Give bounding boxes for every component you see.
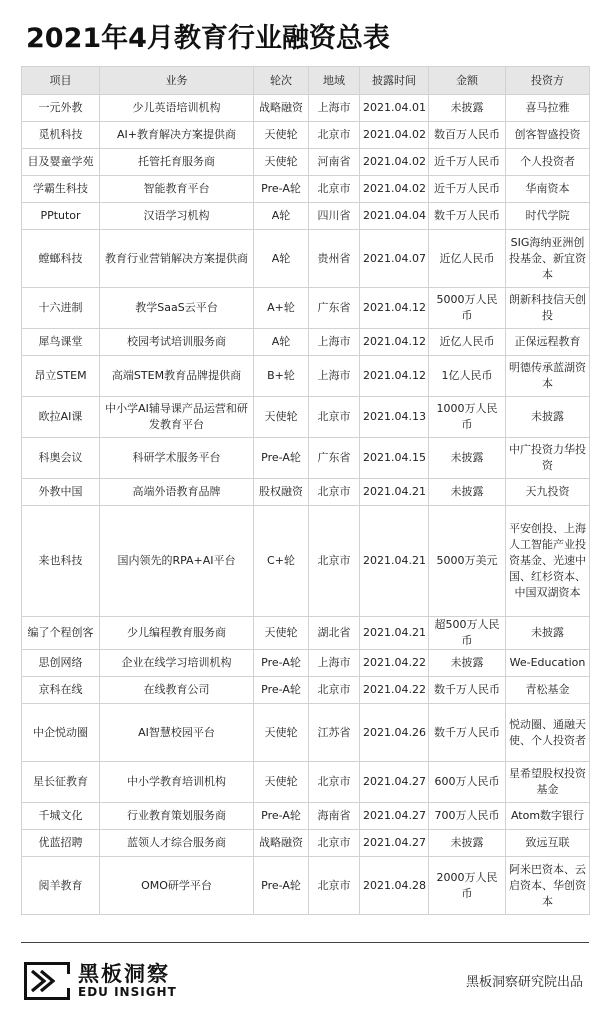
cell-business: 国内领先的RPA+AI平台 xyxy=(100,506,254,617)
cell-investors: 时代学院 xyxy=(506,203,590,230)
table-row xyxy=(22,397,590,438)
cell-investors: 喜马拉雅 xyxy=(506,95,590,122)
cell-amount: 未披露 xyxy=(429,650,506,677)
cell-business: 教育行业营销解决方案提供商 xyxy=(100,230,254,288)
table-row xyxy=(22,704,590,762)
cell-investors: 平安创投、上海人工智能产业投资基金、光速中国、红杉资本、中国双湖资本 xyxy=(506,506,590,617)
header-region: 地域 xyxy=(309,67,360,95)
cell-round: A+轮 xyxy=(254,288,309,329)
cell-round: A轮 xyxy=(254,230,309,288)
header-date: 披露时间 xyxy=(360,67,429,95)
cell-business: OMO研学平台 xyxy=(100,857,254,915)
cell-project: 昂立STEM xyxy=(22,356,100,397)
cell-region: 贵州省 xyxy=(309,230,360,288)
cell-project: 科奥会议 xyxy=(22,438,100,479)
cell-date: 2021.04.26 xyxy=(360,704,429,762)
header-business: 业务 xyxy=(100,67,254,95)
table-header-row xyxy=(22,67,590,95)
cell-amount: 近亿人民币 xyxy=(429,329,506,356)
cell-project: 欧拉AI课 xyxy=(22,397,100,438)
cell-region: 上海市 xyxy=(309,356,360,397)
cell-amount: 数千万人民币 xyxy=(429,203,506,230)
header-amount: 金额 xyxy=(429,67,506,95)
brand-mark-icon xyxy=(24,962,70,1000)
header-investors: 投资方 xyxy=(506,67,590,95)
table-row xyxy=(22,95,590,122)
table-row xyxy=(22,803,590,830)
cell-date: 2021.04.02 xyxy=(360,149,429,176)
cell-region: 四川省 xyxy=(309,203,360,230)
cell-amount: 近亿人民币 xyxy=(429,230,506,288)
cell-date: 2021.04.12 xyxy=(360,356,429,397)
cell-round: A轮 xyxy=(254,329,309,356)
cell-project: 中企悦动圈 xyxy=(22,704,100,762)
cell-date: 2021.04.13 xyxy=(360,397,429,438)
cell-business: 少儿编程教育服务商 xyxy=(100,617,254,650)
cell-date: 2021.04.02 xyxy=(360,176,429,203)
cell-project: 外教中国 xyxy=(22,479,100,506)
table-row xyxy=(22,677,590,704)
cell-round: A轮 xyxy=(254,203,309,230)
table-row xyxy=(22,329,590,356)
cell-round: Pre-A轮 xyxy=(254,438,309,479)
cell-project: 思创网络 xyxy=(22,650,100,677)
cell-amount: 1亿人民币 xyxy=(429,356,506,397)
cell-date: 2021.04.01 xyxy=(360,95,429,122)
cell-round: 天使轮 xyxy=(254,704,309,762)
cell-date: 2021.04.02 xyxy=(360,122,429,149)
cell-business: 托管托育服务商 xyxy=(100,149,254,176)
cell-region: 北京市 xyxy=(309,397,360,438)
cell-amount: 近千万人民币 xyxy=(429,176,506,203)
cell-region: 上海市 xyxy=(309,95,360,122)
cell-region: 北京市 xyxy=(309,479,360,506)
cell-project: 目及婴童学苑 xyxy=(22,149,100,176)
cell-investors: 悦动圈、通融天使、个人投资者 xyxy=(506,704,590,762)
cell-round: 天使轮 xyxy=(254,122,309,149)
cell-date: 2021.04.27 xyxy=(360,830,429,857)
cell-date: 2021.04.21 xyxy=(360,506,429,617)
table-row xyxy=(22,122,590,149)
cell-investors: 朗新科技信天创投 xyxy=(506,288,590,329)
cell-round: Pre-A轮 xyxy=(254,803,309,830)
table-row xyxy=(22,356,590,397)
cell-investors: 华南资本 xyxy=(506,176,590,203)
cell-business: 在线教育公司 xyxy=(100,677,254,704)
cell-amount: 600万人民币 xyxy=(429,762,506,803)
cell-investors: 致远互联 xyxy=(506,830,590,857)
cell-business: 校园考试培训服务商 xyxy=(100,329,254,356)
cell-round: Pre-A轮 xyxy=(254,677,309,704)
cell-date: 2021.04.22 xyxy=(360,650,429,677)
cell-date: 2021.04.28 xyxy=(360,857,429,915)
table-row xyxy=(22,149,590,176)
cell-amount: 数百万人民币 xyxy=(429,122,506,149)
footer-divider xyxy=(21,942,589,943)
cell-round: 战略融资 xyxy=(254,95,309,122)
table-row xyxy=(22,857,590,915)
cell-region: 上海市 xyxy=(309,329,360,356)
cell-round: Pre-A轮 xyxy=(254,650,309,677)
cell-region: 广东省 xyxy=(309,438,360,479)
page-title: 2021年4月教育行业融资总表 xyxy=(26,23,390,54)
cell-business: AI+教育解决方案提供商 xyxy=(100,122,254,149)
cell-investors: 未披露 xyxy=(506,617,590,650)
brand-logo xyxy=(24,958,184,1004)
cell-round: B+轮 xyxy=(254,356,309,397)
cell-date: 2021.04.22 xyxy=(360,677,429,704)
cell-business: 高端外语教育品牌 xyxy=(100,479,254,506)
cell-amount: 1000万人民币 xyxy=(429,397,506,438)
cell-business: 中小学AI辅导课产品运营和研发教育平台 xyxy=(100,397,254,438)
cell-investors: We-Education xyxy=(506,650,590,677)
cell-business: 蓝领人才综合服务商 xyxy=(100,830,254,857)
cell-business: 教学SaaS云平台 xyxy=(100,288,254,329)
cell-investors: SIG海纳亚洲创投基金、新宜资本 xyxy=(506,230,590,288)
table-row xyxy=(22,176,590,203)
table-row xyxy=(22,230,590,288)
cell-project: 阅羊教育 xyxy=(22,857,100,915)
cell-business: 智能教育平台 xyxy=(100,176,254,203)
cell-project: 一元外教 xyxy=(22,95,100,122)
cell-business: 汉语学习机构 xyxy=(100,203,254,230)
cell-amount: 5000万美元 xyxy=(429,506,506,617)
cell-round: 天使轮 xyxy=(254,617,309,650)
brand-name-cn: 黑板洞察 xyxy=(78,962,170,986)
cell-project: 千城文化 xyxy=(22,803,100,830)
cell-region: 海南省 xyxy=(309,803,360,830)
cell-project: 编了个程创客 xyxy=(22,617,100,650)
cell-region: 北京市 xyxy=(309,506,360,617)
cell-project: 学霸生科技 xyxy=(22,176,100,203)
cell-amount: 超500万人民币 xyxy=(429,617,506,650)
cell-project: 螳螂科技 xyxy=(22,230,100,288)
cell-amount: 5000万人民币 xyxy=(429,288,506,329)
table-row xyxy=(22,506,590,617)
table-row xyxy=(22,288,590,329)
cell-round: 战略融资 xyxy=(254,830,309,857)
cell-region: 北京市 xyxy=(309,830,360,857)
cell-date: 2021.04.12 xyxy=(360,288,429,329)
cell-business: 中小学教育培训机构 xyxy=(100,762,254,803)
cell-project: 京科在线 xyxy=(22,677,100,704)
cell-round: Pre-A轮 xyxy=(254,857,309,915)
cell-date: 2021.04.27 xyxy=(360,762,429,803)
cell-project: 十六进制 xyxy=(22,288,100,329)
table-row xyxy=(22,650,590,677)
cell-project: 犀鸟课堂 xyxy=(22,329,100,356)
cell-investors: 正保远程教育 xyxy=(506,329,590,356)
table-row xyxy=(22,438,590,479)
cell-region: 湖北省 xyxy=(309,617,360,650)
cell-amount: 未披露 xyxy=(429,479,506,506)
cell-business: 科研学术服务平台 xyxy=(100,438,254,479)
table-row xyxy=(22,203,590,230)
cell-region: 北京市 xyxy=(309,677,360,704)
cell-investors: 创客智盛投资 xyxy=(506,122,590,149)
cell-amount: 700万人民币 xyxy=(429,803,506,830)
cell-business: 行业教育策划服务商 xyxy=(100,803,254,830)
cell-business: 高端STEM教育品牌提供商 xyxy=(100,356,254,397)
cell-business: AI智慧校园平台 xyxy=(100,704,254,762)
cell-amount: 未披露 xyxy=(429,95,506,122)
financing-table xyxy=(21,66,590,915)
cell-project: PPtutor xyxy=(22,203,100,230)
cell-business: 少儿英语培训机构 xyxy=(100,95,254,122)
cell-investors: 明德传承蓝湖资本 xyxy=(506,356,590,397)
cell-date: 2021.04.07 xyxy=(360,230,429,288)
cell-project: 星长征教育 xyxy=(22,762,100,803)
credit-text: 黑板洞察研究院出品 xyxy=(465,975,583,990)
cell-investors: 未披露 xyxy=(506,397,590,438)
brand-name-en: EDU INSIGHT xyxy=(78,985,177,999)
cell-investors: 阿米巴资本、云启资本、华创资本 xyxy=(506,857,590,915)
cell-date: 2021.04.04 xyxy=(360,203,429,230)
cell-project: 优蓝招聘 xyxy=(22,830,100,857)
cell-amount: 2000万人民币 xyxy=(429,857,506,915)
cell-investors: 中广投资力华投资 xyxy=(506,438,590,479)
header-round: 轮次 xyxy=(254,67,309,95)
table-row xyxy=(22,830,590,857)
table-row xyxy=(22,479,590,506)
cell-investors: 天九投资 xyxy=(506,479,590,506)
cell-date: 2021.04.21 xyxy=(360,617,429,650)
cell-round: 天使轮 xyxy=(254,397,309,438)
cell-date: 2021.04.27 xyxy=(360,803,429,830)
header-project: 项目 xyxy=(22,67,100,95)
cell-date: 2021.04.12 xyxy=(360,329,429,356)
cell-project: 觅机科技 xyxy=(22,122,100,149)
cell-region: 江苏省 xyxy=(309,704,360,762)
cell-region: 北京市 xyxy=(309,857,360,915)
cell-region: 北京市 xyxy=(309,762,360,803)
cell-investors: 个人投资者 xyxy=(506,149,590,176)
table-row xyxy=(22,762,590,803)
cell-amount: 未披露 xyxy=(429,438,506,479)
cell-amount: 近千万人民币 xyxy=(429,149,506,176)
cell-region: 北京市 xyxy=(309,176,360,203)
cell-amount: 数千万人民币 xyxy=(429,704,506,762)
cell-region: 广东省 xyxy=(309,288,360,329)
cell-round: 股权融资 xyxy=(254,479,309,506)
cell-region: 北京市 xyxy=(309,122,360,149)
table-body xyxy=(22,95,590,915)
cell-amount: 数千万人民币 xyxy=(429,677,506,704)
cell-investors: 青松基金 xyxy=(506,677,590,704)
cell-round: Pre-A轮 xyxy=(254,176,309,203)
cell-business: 企业在线学习培训机构 xyxy=(100,650,254,677)
cell-round: 天使轮 xyxy=(254,762,309,803)
cell-date: 2021.04.21 xyxy=(360,479,429,506)
financing-table-container xyxy=(21,66,589,915)
cell-date: 2021.04.15 xyxy=(360,438,429,479)
cell-region: 上海市 xyxy=(309,650,360,677)
cell-project: 来也科技 xyxy=(22,506,100,617)
cell-round: C+轮 xyxy=(254,506,309,617)
cell-investors: 星希望股权投资基金 xyxy=(506,762,590,803)
cell-round: 天使轮 xyxy=(254,149,309,176)
cell-region: 河南省 xyxy=(309,149,360,176)
cell-amount: 未披露 xyxy=(429,830,506,857)
table-row xyxy=(22,617,590,650)
cell-investors: Atom数字银行 xyxy=(506,803,590,830)
